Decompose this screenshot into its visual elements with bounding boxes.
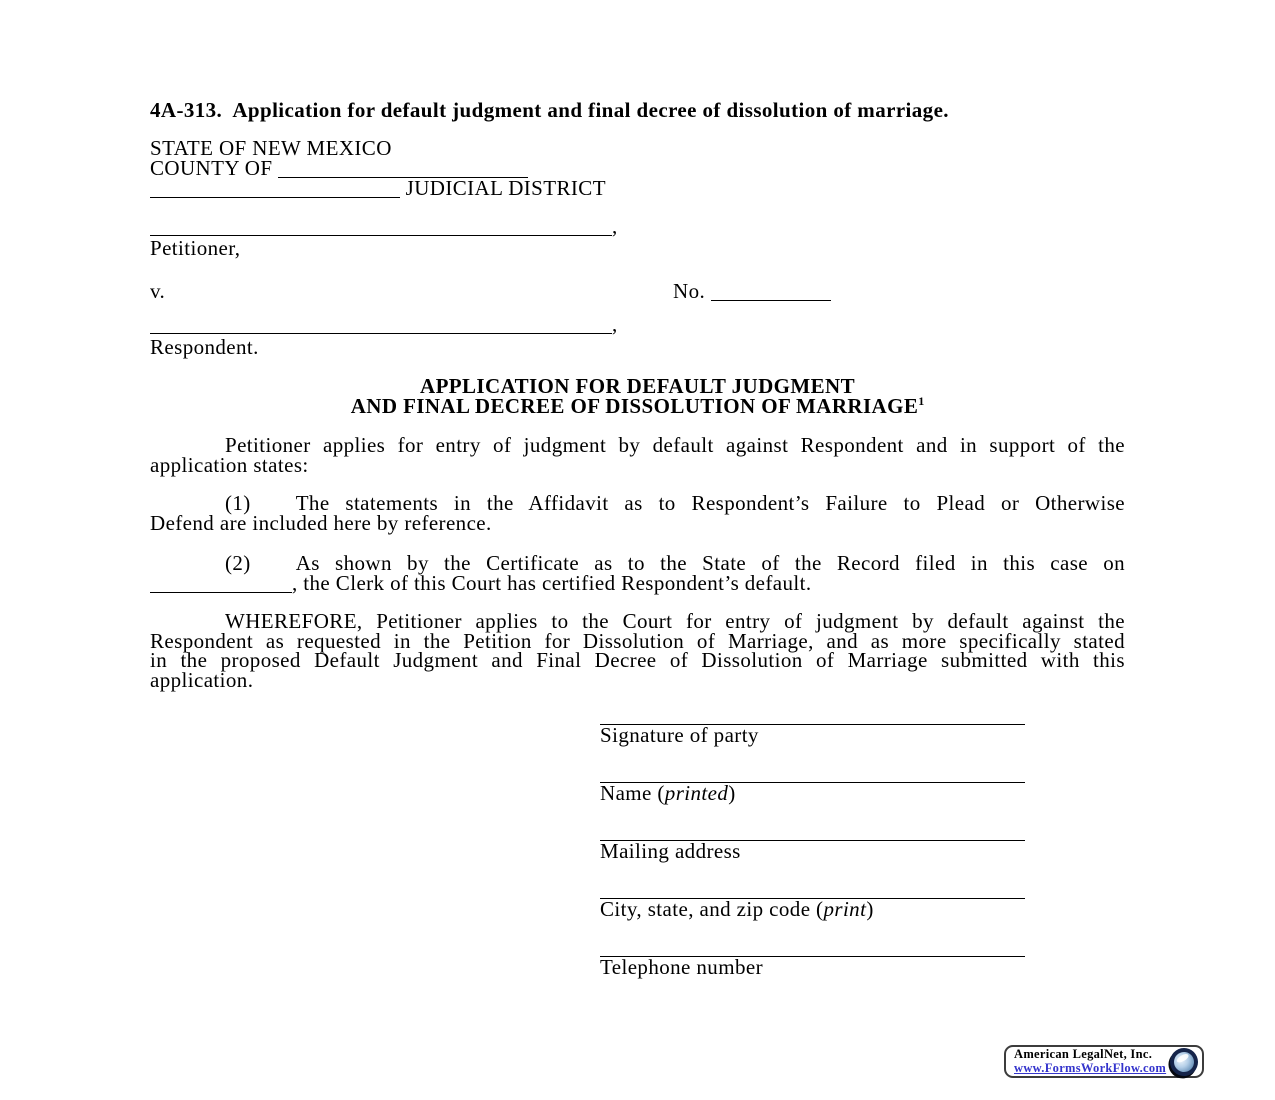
- versus-row: [150, 281, 1125, 301]
- county-label: COUNTY OF: [150, 156, 273, 180]
- case-number-blank: [711, 286, 831, 301]
- name-label: Name (printed): [600, 781, 736, 805]
- telephone-line: [600, 937, 1025, 957]
- footer-badge: [1004, 1045, 1204, 1078]
- city-state-zip-label: City, state, and zip code (print): [600, 897, 874, 921]
- petitioner-name-blank: [150, 221, 612, 236]
- respondent-label: Respondent.: [150, 335, 259, 359]
- respondent-comma: ,: [612, 312, 618, 336]
- mailing-address-line: [600, 821, 1025, 841]
- city-state-zip-line: [600, 879, 1025, 899]
- district-label: JUDICIAL DISTRICT: [405, 176, 606, 200]
- county-blank: [278, 163, 528, 178]
- court-block: [150, 138, 606, 198]
- telephone-label: Telephone number: [600, 955, 763, 979]
- item-2: (2) As shown by the Certificate as to the State of the Record filed in this case on , the Clerk of this Court has certified Respondent’s default.: [150, 554, 1125, 593]
- document-title-line2: AND FINAL DECREE OF DISSOLUTION OF MARRIAGE$^1$: [350, 394, 925, 418]
- signature-label: Signature of party: [600, 723, 759, 747]
- globe-logo-icon: [1167, 1045, 1200, 1078]
- case-number-group: [673, 281, 831, 301]
- district-blank: [150, 183, 400, 198]
- item-1-number: (1): [225, 491, 251, 515]
- respondent-name-line: [150, 314, 618, 334]
- item-2-number: (2): [225, 551, 251, 575]
- date-blank: [150, 578, 292, 593]
- state-line: STATE OF NEW MEXICO: [150, 136, 392, 160]
- document-title: [150, 376, 1125, 416]
- company-name: American LegalNet, Inc.: [1014, 1047, 1153, 1061]
- petitioner-comma: ,: [612, 214, 618, 238]
- respondent-name-blank: [150, 319, 612, 334]
- item-1: (1) The statements in the Affidavit as to Respondent’s Failure to Plead or Otherwise Defend are included here by reference.: [150, 491, 1125, 535]
- wherefore-paragraph: WHEREFORE, Petitioner applies to the Court for entry of judgment by default against the Respondent as requested in the Petition for Dissolution of Marriage, and as more specifically stated in the proposed Default Judgment and Final Decree of Dissolution of Marriage submitted with this application.: [150, 609, 1125, 693]
- footer-text: [1014, 1048, 1166, 1075]
- mailing-address-label: Mailing address: [600, 839, 741, 863]
- versus-label: v.: [150, 279, 166, 303]
- case-number-label: No.: [673, 279, 706, 303]
- rule-heading: 4A-313. Application for default judgment and final decree of dissolution of marriage.: [150, 98, 949, 122]
- judicial-district-line: [150, 178, 606, 198]
- document-title-line1: APPLICATION FOR DEFAULT JUDGMENT: [420, 374, 855, 398]
- petitioner-label: Petitioner,: [150, 236, 241, 260]
- name-line: [600, 763, 1025, 783]
- county-line: [150, 158, 606, 178]
- signature-block: [600, 705, 1025, 995]
- title-footnote-marker: 1: [918, 394, 925, 408]
- signature-line: [600, 705, 1025, 725]
- petitioner-name-line: [150, 216, 618, 236]
- website-link[interactable]: www.FormsWorkFlow.com: [1014, 1061, 1167, 1075]
- intro-paragraph: Petitioner applies for entry of judgment by default against Respondent and in support of the application states:: [150, 433, 1125, 477]
